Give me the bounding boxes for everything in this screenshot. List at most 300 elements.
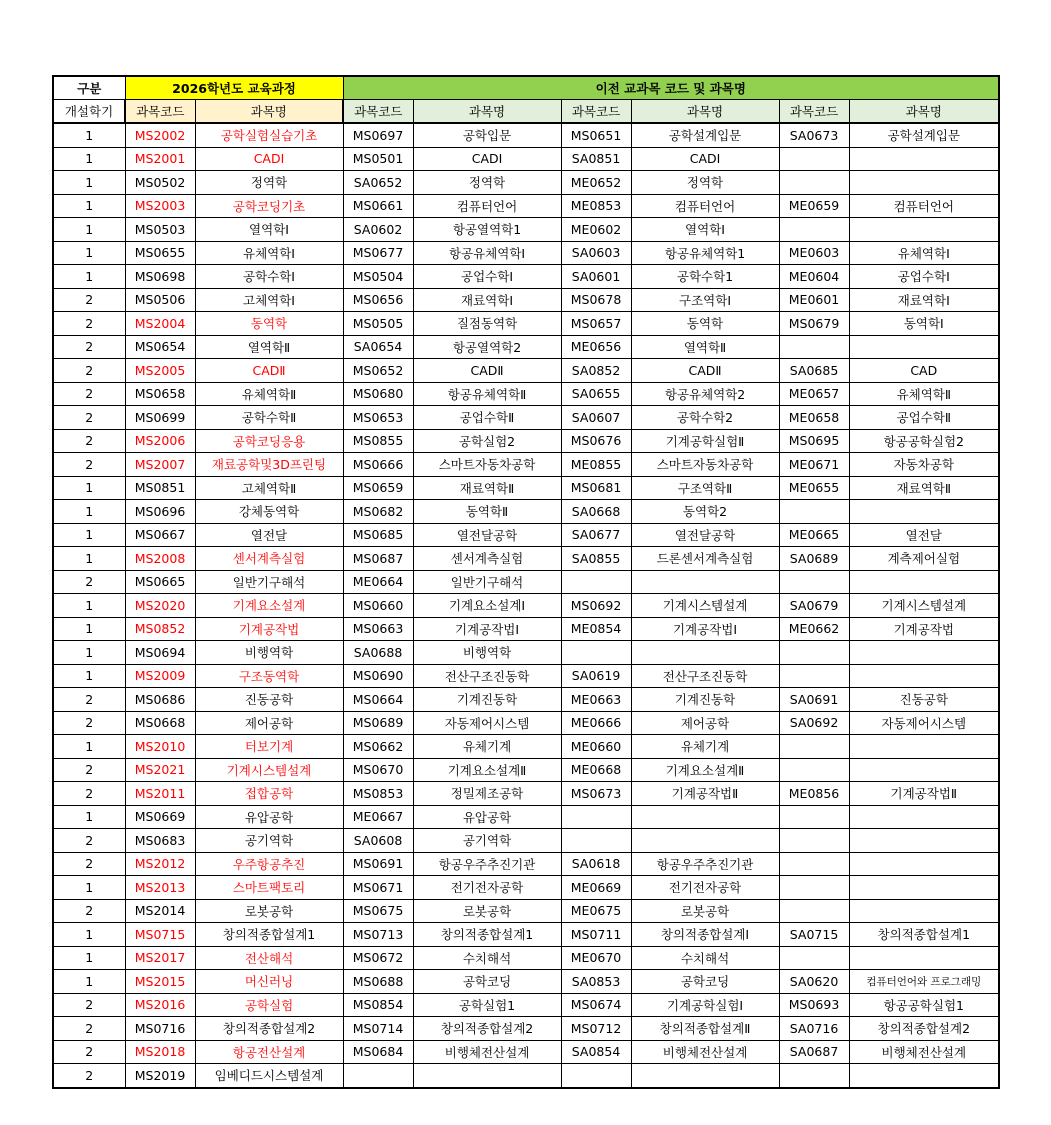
table-row <box>53 899 999 923</box>
cell-prev2-code: MS0657 <box>561 312 631 336</box>
cell-prev3-code <box>779 946 849 970</box>
cell-prev3-name <box>849 664 999 688</box>
cell-prev1-code: MS0504 <box>343 265 413 289</box>
header-row-group <box>53 76 999 100</box>
cell-prev2-name: 구조역학Ⅱ <box>631 476 779 500</box>
cell-prev1-name: CADⅡ <box>413 359 561 383</box>
column-prev1-name: 과목명 <box>413 100 561 124</box>
cell-prev1-name: 센서계측실험 <box>413 547 561 571</box>
table-row <box>53 829 999 853</box>
cell-prev1-code: MS0659 <box>343 476 413 500</box>
cell-code: MS2001 <box>125 147 195 171</box>
cell-prev3-code <box>779 852 849 876</box>
table-row <box>53 194 999 218</box>
cell-name: 고체역학Ⅰ <box>195 288 343 312</box>
cell-prev2-name: 창의적종합설계Ⅰ <box>631 923 779 947</box>
cell-prev3-name <box>849 500 999 524</box>
cell-prev2-code: ME0602 <box>561 218 631 242</box>
cell-code: MS0699 <box>125 406 195 430</box>
table-row <box>53 312 999 336</box>
cell-prev2-name: 전기전자공학 <box>631 876 779 900</box>
table-row <box>53 500 999 524</box>
header-row-columns <box>53 100 999 124</box>
cell-prev2-name: 기계공학실험Ⅰ <box>631 993 779 1017</box>
cell-prev1-code: MS0672 <box>343 946 413 970</box>
table-row <box>53 594 999 618</box>
cell-prev3-code: ME0603 <box>779 241 849 265</box>
table-row <box>53 218 999 242</box>
cell-prev2-code: ME0663 <box>561 688 631 712</box>
cell-prev3-code: MS0679 <box>779 312 849 336</box>
cell-code: MS2014 <box>125 899 195 923</box>
cell-prev2-code: SA0851 <box>561 147 631 171</box>
cell-prev3-name <box>849 758 999 782</box>
cell-prev1-name: 유압공학 <box>413 805 561 829</box>
cell-prev3-code: MS0695 <box>779 429 849 453</box>
cell-code: MS2020 <box>125 594 195 618</box>
cell-prev1-code: SA0602 <box>343 218 413 242</box>
cell-code: MS2008 <box>125 547 195 571</box>
cell-prev1-code: MS0660 <box>343 594 413 618</box>
cell-prev1-code: MS0664 <box>343 688 413 712</box>
cell-prev1-name: 기계요소설계Ⅰ <box>413 594 561 618</box>
cell-prev3-code: ME0655 <box>779 476 849 500</box>
column-prev3-name: 과목명 <box>849 100 999 124</box>
cell-prev3-name: 유체역학Ⅰ <box>849 241 999 265</box>
cell-code: MS2011 <box>125 782 195 806</box>
cell-prev1-name: 공업수학Ⅰ <box>413 265 561 289</box>
cell-prev2-code <box>561 829 631 853</box>
cell-prev3-code <box>779 758 849 782</box>
cell-semester: 2 <box>53 335 125 359</box>
cell-code: MS0502 <box>125 171 195 195</box>
cell-code: MS2002 <box>125 123 195 147</box>
cell-prev1-name: 공학코딩 <box>413 970 561 994</box>
cell-prev1-code: SA0608 <box>343 829 413 853</box>
cell-prev1-name: 공학실험1 <box>413 993 561 1017</box>
cell-semester: 2 <box>53 453 125 477</box>
header-category: 구분 <box>53 76 125 100</box>
cell-prev1-name: 공기역학 <box>413 829 561 853</box>
cell-prev2-code: MS0676 <box>561 429 631 453</box>
cell-prev2-name: 드론센서계측실험 <box>631 547 779 571</box>
cell-prev3-code: ME0658 <box>779 406 849 430</box>
cell-prev2-name: 공학수학2 <box>631 406 779 430</box>
cell-prev3-code <box>779 1064 849 1088</box>
cell-prev2-name: 로봇공학 <box>631 899 779 923</box>
table-row <box>53 147 999 171</box>
cell-prev3-name: 유체역학Ⅱ <box>849 382 999 406</box>
cell-code: MS0506 <box>125 288 195 312</box>
cell-prev2-code: SA0603 <box>561 241 631 265</box>
cell-prev1-name: 항공열역학1 <box>413 218 561 242</box>
cell-prev2-name: CADⅠ <box>631 147 779 171</box>
cell-prev2-name: 기계진동학 <box>631 688 779 712</box>
cell-code: MS0686 <box>125 688 195 712</box>
cell-prev2-name: CADⅡ <box>631 359 779 383</box>
cell-prev1-name: 열전달공학 <box>413 523 561 547</box>
table-row <box>53 617 999 641</box>
table-row <box>53 946 999 970</box>
cell-prev2-name: 전산구조진동학 <box>631 664 779 688</box>
cell-code: MS0852 <box>125 617 195 641</box>
table-row <box>53 876 999 900</box>
cell-semester: 1 <box>53 547 125 571</box>
cell-prev3-name <box>849 171 999 195</box>
cell-prev3-name <box>849 805 999 829</box>
cell-prev2-name: 항공유체역학1 <box>631 241 779 265</box>
table-row <box>53 1017 999 1041</box>
cell-prev1-code: MS0713 <box>343 923 413 947</box>
cell-prev2-name: 기계공작법Ⅱ <box>631 782 779 806</box>
cell-prev1-code: MS0714 <box>343 1017 413 1041</box>
cell-prev3-code <box>779 805 849 829</box>
cell-prev3-name <box>849 641 999 665</box>
cell-prev3-code: ME0662 <box>779 617 849 641</box>
cell-semester: 2 <box>53 758 125 782</box>
table-row <box>53 547 999 571</box>
header-current-curriculum: 2026학년도 교육과정 <box>125 76 343 100</box>
cell-semester: 1 <box>53 970 125 994</box>
table-row <box>53 1040 999 1064</box>
table-body <box>53 123 999 1088</box>
cell-name: 동역학 <box>195 312 343 336</box>
column-prev2-name: 과목명 <box>631 100 779 124</box>
cell-name: 유체역학Ⅱ <box>195 382 343 406</box>
cell-code: MS0668 <box>125 711 195 735</box>
cell-name: 열역학Ⅱ <box>195 335 343 359</box>
cell-prev1-name: 공학입문 <box>413 123 561 147</box>
cell-prev2-code: MS0712 <box>561 1017 631 1041</box>
table-row <box>53 993 999 1017</box>
cell-code: MS0698 <box>125 265 195 289</box>
cell-code: MS2005 <box>125 359 195 383</box>
cell-prev1-code: MS0671 <box>343 876 413 900</box>
cell-prev2-code: ME0660 <box>561 735 631 759</box>
cell-code: MS2004 <box>125 312 195 336</box>
cell-code: MS0696 <box>125 500 195 524</box>
cell-code: MS2009 <box>125 664 195 688</box>
cell-semester: 2 <box>53 829 125 853</box>
cell-prev2-code: SA0677 <box>561 523 631 547</box>
cell-name: CADⅠ <box>195 147 343 171</box>
cell-semester: 2 <box>53 1064 125 1088</box>
cell-prev3-code <box>779 218 849 242</box>
cell-prev3-name: 컴퓨터언어 <box>849 194 999 218</box>
cell-prev3-name: 공업수학Ⅰ <box>849 265 999 289</box>
cell-prev2-code: ME0855 <box>561 453 631 477</box>
cell-prev1-code: MS0501 <box>343 147 413 171</box>
cell-prev3-name: 비행체전산설계 <box>849 1040 999 1064</box>
cell-prev2-name <box>631 829 779 853</box>
cell-name: 정역학 <box>195 171 343 195</box>
cell-prev1-code: MS0656 <box>343 288 413 312</box>
cell-name: 기계공작법 <box>195 617 343 641</box>
cell-code: MS0667 <box>125 523 195 547</box>
cell-prev1-name: 기계공작법Ⅰ <box>413 617 561 641</box>
cell-semester: 1 <box>53 617 125 641</box>
table-row <box>53 406 999 430</box>
cell-semester: 1 <box>53 805 125 829</box>
cell-semester: 1 <box>53 664 125 688</box>
cell-name: 고체역학Ⅱ <box>195 476 343 500</box>
cell-prev1-name: 컴퓨터언어 <box>413 194 561 218</box>
cell-semester: 2 <box>53 1040 125 1064</box>
cell-code: MS0503 <box>125 218 195 242</box>
cell-prev3-name <box>849 1064 999 1088</box>
cell-name: 공학실험실습기초 <box>195 123 343 147</box>
cell-code: MS2010 <box>125 735 195 759</box>
cell-prev1-code: MS0666 <box>343 453 413 477</box>
cell-prev2-name: 구조역학Ⅰ <box>631 288 779 312</box>
cell-prev2-name: 항공유체역학2 <box>631 382 779 406</box>
cell-name: 열역학Ⅰ <box>195 218 343 242</box>
cell-semester: 1 <box>53 241 125 265</box>
cell-name: 구조동역학 <box>195 664 343 688</box>
column-prev1-code: 과목코드 <box>343 100 413 124</box>
cell-prev2-code: SA0853 <box>561 970 631 994</box>
cell-prev1-name: 재료역학Ⅰ <box>413 288 561 312</box>
cell-code: MS0715 <box>125 923 195 947</box>
cell-prev1-name: 공학실험2 <box>413 429 561 453</box>
cell-prev2-code: SA0607 <box>561 406 631 430</box>
cell-code: MS0694 <box>125 641 195 665</box>
cell-prev2-code: ME0668 <box>561 758 631 782</box>
column-code: 과목코드 <box>125 100 195 124</box>
cell-prev2-name: 기계요소설계Ⅱ <box>631 758 779 782</box>
cell-prev3-name <box>849 735 999 759</box>
cell-prev1-code: MS0854 <box>343 993 413 1017</box>
table-row <box>53 382 999 406</box>
cell-semester: 2 <box>53 782 125 806</box>
cell-name: CADⅡ <box>195 359 343 383</box>
table-row <box>53 782 999 806</box>
cell-prev3-name: 창의적종합설계2 <box>849 1017 999 1041</box>
cell-prev2-name: 동역학2 <box>631 500 779 524</box>
cell-name: 공학코딩기초 <box>195 194 343 218</box>
cell-prev2-name <box>631 1064 779 1088</box>
cell-prev3-code: SA0679 <box>779 594 849 618</box>
cell-prev1-code: MS0663 <box>343 617 413 641</box>
cell-prev2-code: MS0673 <box>561 782 631 806</box>
cell-prev3-code: ME0657 <box>779 382 849 406</box>
cell-prev3-code <box>779 171 849 195</box>
cell-semester: 1 <box>53 194 125 218</box>
cell-semester: 2 <box>53 312 125 336</box>
table-row <box>53 805 999 829</box>
cell-prev3-name <box>849 570 999 594</box>
cell-prev3-name <box>849 335 999 359</box>
cell-semester: 1 <box>53 147 125 171</box>
cell-prev2-name: 스마트자동차공학 <box>631 453 779 477</box>
cell-prev2-name: 공학코딩 <box>631 970 779 994</box>
cell-semester: 1 <box>53 476 125 500</box>
cell-code: MS2006 <box>125 429 195 453</box>
cell-prev2-name: 동역학 <box>631 312 779 336</box>
cell-prev1-name: 자동제어시스템 <box>413 711 561 735</box>
cell-name: 일반기구해석 <box>195 570 343 594</box>
cell-prev1-code: MS0684 <box>343 1040 413 1064</box>
table-row <box>53 852 999 876</box>
table-row <box>53 1064 999 1088</box>
cell-prev3-code <box>779 829 849 853</box>
table-row <box>53 288 999 312</box>
cell-prev2-code: SA0655 <box>561 382 631 406</box>
cell-prev2-code: ME0854 <box>561 617 631 641</box>
cell-prev3-code: SA0620 <box>779 970 849 994</box>
table-row <box>53 688 999 712</box>
cell-prev3-code <box>779 664 849 688</box>
cell-prev2-name <box>631 641 779 665</box>
cell-name: 재료공학및3D프린팅 <box>195 453 343 477</box>
cell-semester: 1 <box>53 171 125 195</box>
table-row <box>53 123 999 147</box>
cell-code: MS0658 <box>125 382 195 406</box>
table-row <box>53 241 999 265</box>
cell-prev1-code: MS0662 <box>343 735 413 759</box>
cell-prev1-name: 재료역학Ⅱ <box>413 476 561 500</box>
cell-prev2-name: 비행체전산설계 <box>631 1040 779 1064</box>
cell-prev2-code: SA0855 <box>561 547 631 571</box>
cell-prev3-name: 공학설계입문 <box>849 123 999 147</box>
cell-prev3-name: 창의적종합설계1 <box>849 923 999 947</box>
cell-name: 로봇공학 <box>195 899 343 923</box>
cell-name: 유압공학 <box>195 805 343 829</box>
cell-prev1-name: 창의적종합설계2 <box>413 1017 561 1041</box>
cell-prev1-code: ME0664 <box>343 570 413 594</box>
cell-code: MS2019 <box>125 1064 195 1088</box>
cell-prev2-name: 수치해석 <box>631 946 779 970</box>
cell-prev1-code <box>343 1064 413 1088</box>
cell-prev2-name: 열역학Ⅱ <box>631 335 779 359</box>
cell-semester: 2 <box>53 288 125 312</box>
cell-name: 제어공학 <box>195 711 343 735</box>
cell-prev1-name: 기계진동학 <box>413 688 561 712</box>
table-row <box>53 476 999 500</box>
cell-prev1-name: 비행체전산설계 <box>413 1040 561 1064</box>
cell-prev3-code: ME0665 <box>779 523 849 547</box>
cell-semester: 1 <box>53 923 125 947</box>
cell-prev2-code: ME0656 <box>561 335 631 359</box>
cell-prev1-code: SA0652 <box>343 171 413 195</box>
cell-prev2-code: SA0668 <box>561 500 631 524</box>
cell-name: 진동공학 <box>195 688 343 712</box>
cell-prev1-code: MS0505 <box>343 312 413 336</box>
cell-prev2-name: 공학설계입문 <box>631 123 779 147</box>
cell-semester: 1 <box>53 523 125 547</box>
cell-semester: 2 <box>53 852 125 876</box>
cell-prev1-name: 일반기구해석 <box>413 570 561 594</box>
cell-prev3-name: 재료역학Ⅰ <box>849 288 999 312</box>
cell-prev1-code: MS0691 <box>343 852 413 876</box>
table-row <box>53 171 999 195</box>
curriculum-mapping-table <box>52 75 1000 1089</box>
table-row <box>53 923 999 947</box>
cell-prev1-name: 비행역학 <box>413 641 561 665</box>
cell-prev2-name: 기계시스템설계 <box>631 594 779 618</box>
cell-prev3-code: SA0692 <box>779 711 849 735</box>
cell-prev1-code: MS0687 <box>343 547 413 571</box>
cell-prev3-name: 계측제어실험 <box>849 547 999 571</box>
cell-semester: 2 <box>53 382 125 406</box>
cell-prev3-code: ME0856 <box>779 782 849 806</box>
cell-code: MS2018 <box>125 1040 195 1064</box>
table-row <box>53 570 999 594</box>
cell-name: 임베디드시스템설계 <box>195 1064 343 1088</box>
cell-semester: 2 <box>53 359 125 383</box>
cell-prev3-name: 컴퓨터언어와 프로그래밍 <box>849 970 999 994</box>
cell-prev3-code: ME0604 <box>779 265 849 289</box>
cell-prev3-name: 공업수학Ⅱ <box>849 406 999 430</box>
cell-name: 강체동역학 <box>195 500 343 524</box>
cell-prev1-code: SA0688 <box>343 641 413 665</box>
cell-prev3-name <box>849 218 999 242</box>
cell-prev1-name: 정역학 <box>413 171 561 195</box>
cell-prev2-code: ME0675 <box>561 899 631 923</box>
cell-prev2-code: MS0692 <box>561 594 631 618</box>
cell-prev3-name: 진동공학 <box>849 688 999 712</box>
cell-name: 기계요소설계 <box>195 594 343 618</box>
cell-prev1-code: ME0667 <box>343 805 413 829</box>
cell-prev3-code <box>779 876 849 900</box>
cell-prev2-name <box>631 570 779 594</box>
cell-prev3-name: 기계공작법 <box>849 617 999 641</box>
cell-prev2-name: 창의적종합설계Ⅱ <box>631 1017 779 1041</box>
cell-prev3-name: 항공공학실험2 <box>849 429 999 453</box>
cell-semester: 2 <box>53 570 125 594</box>
cell-prev3-name <box>849 946 999 970</box>
cell-prev1-code: MS0652 <box>343 359 413 383</box>
cell-prev1-code: MS0670 <box>343 758 413 782</box>
cell-prev2-code: ME0669 <box>561 876 631 900</box>
cell-name: 센서계측실험 <box>195 547 343 571</box>
cell-prev3-code: MS0693 <box>779 993 849 1017</box>
column-prev3-code: 과목코드 <box>779 100 849 124</box>
cell-prev1-name <box>413 1064 561 1088</box>
cell-semester: 1 <box>53 641 125 665</box>
table-row <box>53 641 999 665</box>
cell-prev1-code: MS0685 <box>343 523 413 547</box>
cell-prev1-name: 항공유체역학Ⅱ <box>413 382 561 406</box>
cell-prev1-code: MS0653 <box>343 406 413 430</box>
cell-prev2-name: 정역학 <box>631 171 779 195</box>
cell-code: MS2016 <box>125 993 195 1017</box>
cell-prev3-name: 열전달 <box>849 523 999 547</box>
cell-code: MS0654 <box>125 335 195 359</box>
cell-prev2-name: 항공우주추진기관 <box>631 852 779 876</box>
cell-name: 유체역학Ⅰ <box>195 241 343 265</box>
cell-prev2-code <box>561 1064 631 1088</box>
cell-prev3-code: SA0685 <box>779 359 849 383</box>
cell-prev3-code: SA0673 <box>779 123 849 147</box>
cell-prev3-code: SA0687 <box>779 1040 849 1064</box>
cell-prev1-code: MS0675 <box>343 899 413 923</box>
cell-code: MS2007 <box>125 453 195 477</box>
table-row <box>53 664 999 688</box>
cell-prev3-name: 동역학Ⅰ <box>849 312 999 336</box>
cell-semester: 2 <box>53 1017 125 1041</box>
cell-prev3-name: 기계공작법Ⅱ <box>849 782 999 806</box>
cell-prev1-name: 창의적종합설계1 <box>413 923 561 947</box>
cell-prev2-name <box>631 805 779 829</box>
cell-prev1-code: MS0697 <box>343 123 413 147</box>
cell-prev3-name <box>849 147 999 171</box>
cell-prev2-code: MS0681 <box>561 476 631 500</box>
cell-prev3-code: SA0716 <box>779 1017 849 1041</box>
cell-prev3-name: 자동차공학 <box>849 453 999 477</box>
cell-prev2-code <box>561 641 631 665</box>
cell-prev1-code: MS0689 <box>343 711 413 735</box>
